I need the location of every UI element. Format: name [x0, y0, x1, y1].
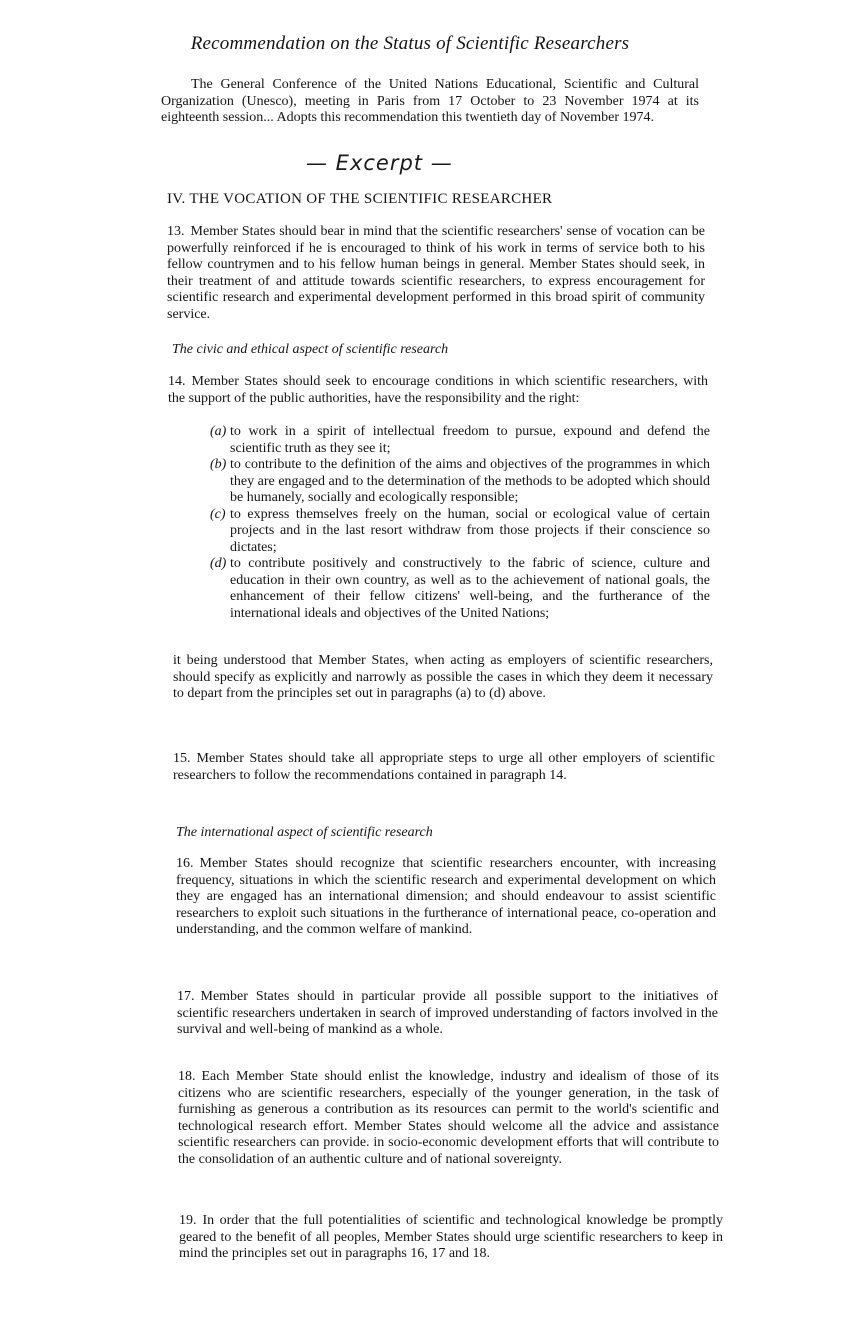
item-letter: (b)	[210, 457, 227, 472]
paragraph-number: 16.	[176, 856, 194, 871]
paragraph-number: 14.	[168, 374, 186, 389]
paragraph-13	[167, 224, 705, 323]
subheading-international: The international aspect of scientific research	[176, 825, 433, 840]
paragraph-text: Member States should in particular provide all possible support to the initiatives of scientific researchers undertaken in search of improved understanding of factors involved in the survival and well-being of mankind as a whole.	[177, 989, 718, 1037]
paragraph-text: Member States should take all appropriate steps to urge all other employers of scientific researchers to follow the recommendations contained in paragraph 14.	[173, 751, 715, 783]
paragraph-16	[176, 856, 716, 939]
paragraph-text: Member States should bear in mind that the scientific researchers' sense of vocation can be powerfully reinforced if he is encouraged to think of his work in terms of service both to his fellow countrymen and to his fellow human beings in general. Member States should seek, in their treatment of and attitude towards scientific researchers, to express encouragement for scientific research and experimental development performed in this broad spirit of community service.	[167, 224, 705, 322]
item-text: to contribute positively and constructively to the fabric of science, culture and education in their own country, as well as to the achievement of national goals, the enhancement of their fellow citizens' well-being, and the furtherance of the international ideals and objectives of the United Nations;	[230, 556, 710, 621]
paragraph-number: 13.	[167, 224, 185, 239]
list-item	[210, 556, 710, 622]
intro-paragraph: The General Conference of the United Nations Educational, Scientific and Cultural Organization (Unesco), meeting in Paris from 17 October to 23 November 1974 at its eighteenth session... Adopts this recommendation this twentieth day of November 1974.	[161, 77, 699, 125]
item-text: to contribute to the definition of the aims and objectives of the programmes in which they are engaged and to the determination of the methods to be adopted which should be humanely, socially and ecologically responsible;	[230, 457, 710, 505]
paragraph-15	[173, 751, 715, 784]
paragraph-number: 18.	[178, 1069, 196, 1084]
section-heading: IV. THE VOCATION OF THE SCIENTIFIC RESEARCHER	[167, 191, 553, 207]
paragraph-number: 15.	[173, 751, 191, 766]
subheading-civic-ethical: The civic and ethical aspect of scientific research	[172, 342, 449, 357]
item-letter: (a)	[210, 424, 227, 439]
paragraph-14-items	[210, 424, 710, 622]
item-letter: (c)	[210, 506, 226, 522]
paragraph-text: Member States should recognize that scientific researchers encounter, with increasing frequency, situations in which the scientific research and experimental development on which they are engaged has an international dimension; and should endeavour to assist scientific researchers to exploit such situations in the furtherance of international peace, co-operation and understanding, and the common welfare of mankind.	[176, 856, 716, 937]
item-letter: (d)	[210, 556, 227, 571]
item-text: to work in a spirit of intellectual freedom to pursue, expound and defend the scientific truth as they see it;	[230, 424, 710, 456]
paragraph-text: Member States should seek to encourage conditions in which scientific researchers, with the support of the public authorities, have the responsibility and the right:	[168, 374, 708, 406]
list-item	[210, 507, 710, 557]
paragraph-text: In order that the full potentialities of scientific and technological knowledge be promptly geared to the benefit of all peoples, Member States should urge scientific researchers to keep in mind the principles set out in paragraphs 16, 17 and 18.	[179, 1213, 723, 1261]
paragraph-18	[178, 1069, 719, 1168]
paragraph-14-closing: it being understood that Member States, when acting as employers of scientific researchers, should specify as explicitly and narrowly as possible the cases in which they deem it necessary to depart from the principles set out in paragraphs (a) to (d) above.	[173, 653, 713, 701]
list-item	[210, 424, 710, 457]
list-item	[210, 457, 710, 507]
item-text: to express themselves freely on the human, social or ecological value of certain projects and in the last resort withdraw from those projects if their conscience so dictates;	[230, 506, 710, 555]
document-title: Recommendation on the Status of Scientific Researchers	[190, 33, 630, 54]
paragraph-number: 19.	[179, 1213, 197, 1228]
paragraph-number: 17.	[177, 989, 195, 1004]
paragraph-19	[179, 1213, 723, 1263]
paragraph-text: Each Member State should enlist the knowledge, industry and idealism of those of its citizens who are scientific researchers, especially of the younger generation, in the task of furnishing as generous a contribution as its resources can permit to the world's scientific and technological research effort. Member States should welcome all the advice and assistance scientific researchers can provide. in socio-economic development efforts that will contribute to the consolidation of an authentic culture and of national sovereignty.	[178, 1069, 719, 1167]
paragraph-14	[168, 374, 708, 407]
handwritten-excerpt-note: — Excerpt —	[306, 151, 453, 175]
paragraph-17	[177, 989, 718, 1039]
